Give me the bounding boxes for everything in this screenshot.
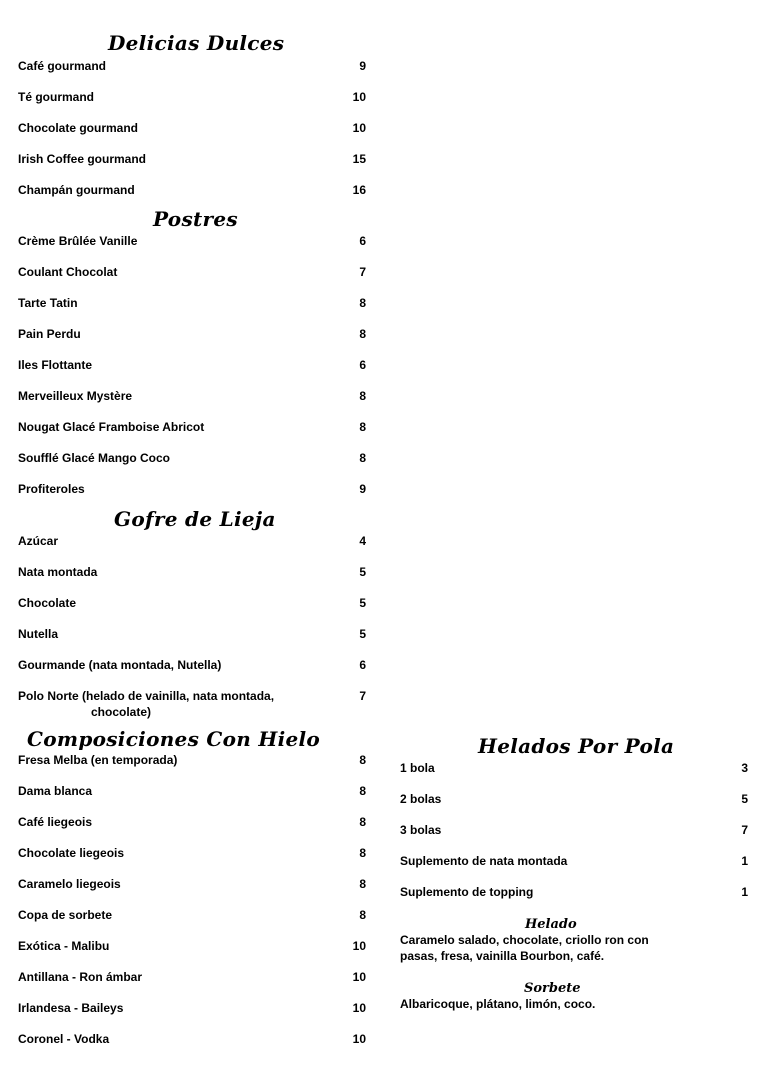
menu-item-price: 15 (352, 152, 366, 166)
menu-item-name: Nougat Glacé Framboise Abricot (18, 420, 205, 434)
menu-item-price: 5 (741, 792, 748, 806)
menu-item-price: 7 (359, 689, 366, 703)
menu-item-name: Irlandesa - Baileys (18, 1001, 124, 1015)
menu-item-price: 8 (359, 784, 366, 798)
menu-item-name: Chocolate liegeois (18, 846, 125, 860)
menu-item-price: 10 (352, 121, 366, 135)
menu-item-name: Pain Perdu (18, 327, 81, 341)
section-title-composiciones-con-hielo: Composiciones Con Hielo (27, 727, 321, 751)
menu-item-price: 10 (352, 90, 366, 104)
menu-item-price: 8 (359, 753, 366, 767)
menu-item-price: 10 (352, 1032, 366, 1046)
subtitle-sorbete: Sorbete (524, 981, 581, 996)
menu-item-name: Copa de sorbete (18, 908, 113, 922)
menu-item-price: 6 (359, 658, 366, 672)
menu-item-price: 6 (359, 234, 366, 248)
menu-item-price: 5 (359, 565, 366, 579)
menu-item-name: 1 bola (400, 761, 435, 775)
menu-item-name: Caramelo liegeois (18, 877, 121, 891)
menu-item-name: Tarte Tatin (18, 296, 78, 310)
helado-flavors-line-2: pasas, fresa, vainilla Bourbon, café. (400, 949, 605, 963)
menu-item-name: Polo Norte (helado de vainilla, nata montada, (18, 689, 275, 703)
section-title-gofre-de-lieja: Gofre de Lieja (114, 507, 276, 531)
menu-item-price: 4 (359, 534, 366, 548)
menu-item-name: Antillana - Ron ámbar (18, 970, 143, 984)
menu-item-name: Champán gourmand (18, 183, 135, 197)
menu-item-price: 8 (359, 908, 366, 922)
sorbete-flavors: Albaricoque, plátano, limón, coco. (400, 997, 596, 1011)
menu-item-price: 7 (741, 823, 748, 837)
section-title-delicias-dulces: Delicias Dulces (108, 31, 285, 55)
menu-item-name: Chocolate gourmand (18, 121, 139, 135)
menu-item-name: Soufflé Glacé Mango Coco (18, 451, 171, 465)
helado-flavors-line-1: Caramelo salado, chocolate, criollo ron con (400, 933, 649, 947)
menu-item-name: Nutella (18, 627, 59, 641)
menu-item-price: 3 (741, 761, 748, 775)
menu-item-price: 16 (352, 183, 366, 197)
menu-item-name: Suplemento de nata montada (400, 854, 568, 868)
section-title-helados-por-pola: Helados Por Pola (478, 734, 675, 758)
menu-item-name: Fresa Melba (en temporada) (18, 753, 178, 767)
menu-item-name: Profiteroles (18, 482, 85, 496)
menu-item-price: 1 (741, 854, 748, 868)
menu-item-name: Dama blanca (18, 784, 93, 798)
menu-item-name: Chocolate (18, 596, 77, 610)
menu-item-name: Azúcar (18, 534, 59, 548)
menu-item-name: Crème Brûlée Vanille (18, 234, 138, 248)
menu-item-price: 8 (359, 846, 366, 860)
menu-item-name: Nata montada (18, 565, 98, 579)
menu-item-price: 5 (359, 627, 366, 641)
section-title-postres: Postres (153, 207, 238, 231)
menu-item-name: Café gourmand (18, 59, 107, 73)
menu-item-price: 10 (352, 1001, 366, 1015)
menu-item-name: Gourmande (nata montada, Nutella) (18, 658, 222, 672)
menu-item-price: 10 (352, 970, 366, 984)
menu-item-price: 8 (359, 327, 366, 341)
menu-item-name: Iles Flottante (18, 358, 93, 372)
menu-item-price: 8 (359, 420, 366, 434)
menu-item-price: 9 (359, 482, 366, 496)
menu-item-price: 9 (359, 59, 366, 73)
menu-item-price: 8 (359, 877, 366, 891)
menu-item-name: Suplemento de topping (400, 885, 534, 899)
menu-item-name-continued: chocolate) (91, 705, 152, 719)
menu-item-price: 8 (359, 815, 366, 829)
menu-item-price: 8 (359, 389, 366, 403)
subtitle-helado: Helado (525, 917, 577, 932)
menu-item-name: 3 bolas (400, 823, 442, 837)
menu-item-name: Exótica - Malibu (18, 939, 110, 953)
menu-item-name: Coulant Chocolat (18, 265, 118, 279)
menu-item-price: 1 (741, 885, 748, 899)
menu-item-price: 6 (359, 358, 366, 372)
menu-item-price: 7 (359, 265, 366, 279)
menu-item-name: Té gourmand (18, 90, 95, 104)
menu-item-name: Merveilleux Mystère (18, 389, 133, 403)
menu-item-price: 5 (359, 596, 366, 610)
menu-item-name: Irish Coffee gourmand (18, 152, 147, 166)
menu-item-price: 8 (359, 296, 366, 310)
menu-item-price: 10 (352, 939, 366, 953)
menu-item-name: Coronel - Vodka (18, 1032, 110, 1046)
menu-item-name: 2 bolas (400, 792, 442, 806)
menu-item-name: Café liegeois (18, 815, 93, 829)
menu-item-price: 8 (359, 451, 366, 465)
menu-item (18, 688, 366, 720)
